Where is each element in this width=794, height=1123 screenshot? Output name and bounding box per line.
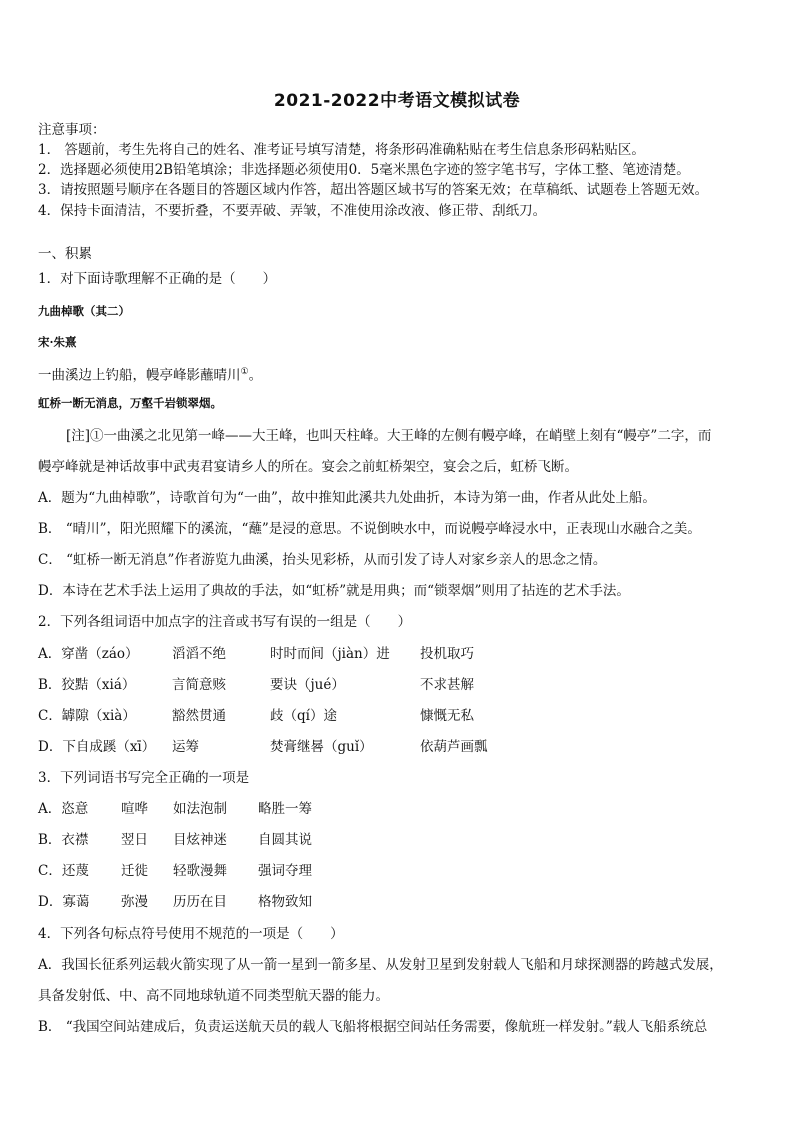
q2-d-1: D．下自成蹊（xī） xyxy=(38,739,156,755)
q2-row-a xyxy=(38,645,756,663)
q3-a-4: 略胜一筹 xyxy=(258,801,312,817)
q3-c-1: C．还蔑 xyxy=(38,863,89,879)
q3-b-2: 翌日 xyxy=(121,832,148,848)
q3-b-4: 自圆其说 xyxy=(258,832,312,848)
poem-title: 九曲棹歌（其二） xyxy=(38,304,130,318)
q2-a-1: A．穿凿（záo） xyxy=(38,646,139,662)
notice-item-2: 2．选择题必须使用2B铅笔填涂；非选择题必须使用0．5毫米黑色字迹的签字笔书写，字体工整、笔迹清楚。 xyxy=(38,162,690,178)
q3-d-1: D．寡蔼 xyxy=(38,894,90,910)
q2-b-3: 要诀（jué） xyxy=(270,677,345,693)
q1-option-c: C． “虹桥一断无消息”作者游览九曲溪，抬头见彩桥，从而引发了诗人对家乡亲人的思念之情。 xyxy=(38,552,607,568)
poem-note-line-1: [注]①一曲溪之北见第一峰——大王峰，也叫天柱峰。大王峰的左侧有幔亭峰，在峭壁上刻有“幔亭”二字，而 xyxy=(66,428,712,444)
q2-d-4: 依葫芦画瓢 xyxy=(420,739,488,755)
notice-item-1: 1． 答题前，考生先将自己的姓名、准考证号填写清楚，将条形码准确粘贴在考生信息条形码粘贴区。 xyxy=(38,142,645,158)
q3-d-3: 历历在目 xyxy=(173,894,227,910)
q2-a-2: 滔滔不绝 xyxy=(172,646,226,662)
footnote-mark: ① xyxy=(240,367,249,377)
q3-b-1: B．衣襟 xyxy=(38,832,89,848)
q3-c-2: 迁徙 xyxy=(121,863,148,879)
q3-row-b xyxy=(38,831,756,849)
q3-d-2: 弥漫 xyxy=(121,894,148,910)
q2-row-b xyxy=(38,676,756,694)
q1-option-b: B． “晴川”，阳光照耀下的溪流，“蘸”是浸的意思。不说倒映水中，而说幔亭峰浸水中，正表现山水融合之美。 xyxy=(38,521,701,537)
q2-c-3: 歧（qí）途 xyxy=(270,708,337,724)
q1-stem: 1．对下面诗歌理解不正确的是（ ） xyxy=(38,271,277,287)
q3-a-3: 如法泡制 xyxy=(173,801,227,817)
q1-option-d: D．本诗在艺术手法上运用了典故的手法，如“虹桥”就是用典；而“锁翠烟”则用了拈连的艺术手法。 xyxy=(38,583,630,599)
q3-b-3: 目炫神迷 xyxy=(173,832,227,848)
poem-author: 宋·朱熹 xyxy=(38,335,77,349)
q2-d-3: 焚膏继晷（guǐ） xyxy=(270,739,373,755)
q4-option-a-line-1: A．我国长征系列运载火箭实现了从一箭一星到一箭多星、从发射卫星到发射载人飞船和月球探测器的跨越式发展， xyxy=(38,957,723,973)
q3-d-4: 格物致知 xyxy=(258,894,312,910)
q2-b-2: 言简意赅 xyxy=(172,677,226,693)
q2-row-c xyxy=(38,707,756,725)
notice-heading: 注意事项： xyxy=(38,122,106,138)
exam-title: 2021-2022中考语文模拟试卷 xyxy=(273,91,521,111)
section-heading: 一、积累 xyxy=(38,246,92,262)
notice-item-4: 4．保持卡面清洁，不要折叠，不要弄破、弄皱，不准使用涂改液、修正带、刮纸刀。 xyxy=(38,203,547,219)
q1-option-a: A．题为“九曲棹歌”，诗歌首句为“一曲”，故中推知此溪共九处曲折，本诗为第一曲，作者从此处上船。 xyxy=(38,490,656,506)
q3-a-2: 喧哗 xyxy=(121,801,148,817)
q4-option-a-line-2: 具备发射低、中、高不同地球轨道不同类型航天器的能力。 xyxy=(38,988,389,1004)
poem-line-1 xyxy=(38,363,262,385)
q4-option-b-line-1: B． “我国空间站建成后，负责运送航天员的载人飞船将根据空间站任务需要，像航班一样发射。”载人飞船系统总 xyxy=(38,1019,708,1035)
q2-stem: 2．下列各组词语中加点字的注音或书写有误的一组是（ ） xyxy=(38,614,412,630)
q2-c-4: 慷慨无私 xyxy=(420,708,474,724)
q3-row-c xyxy=(38,862,756,880)
q3-stem: 3．下列词语书写完全正确的一项是 xyxy=(38,770,250,786)
q4-stem: 4．下列各句标点符号使用不规范的一项是（ ） xyxy=(38,926,344,942)
q2-b-1: B．狡黠（xiá） xyxy=(38,677,136,693)
q2-c-2: 豁然贯通 xyxy=(172,708,226,724)
poem-line-1-end: 。 xyxy=(248,367,263,384)
q3-row-d xyxy=(38,893,756,911)
q2-a-3: 时时而间（jiàn）进 xyxy=(270,646,390,662)
q2-d-2: 运筹 xyxy=(172,739,199,755)
poem-note-line-2: 幔亭峰就是神话故事中武夷君宴请乡人的所在。宴会之前虹桥架空，宴会之后，虹桥飞断。 xyxy=(38,459,578,475)
poem-line-2: 虹桥一断无消息，万壑千岩锁翠烟。 xyxy=(38,396,222,410)
notice-item-3: 3．请按照题号顺序在各题目的答题区域内作答，超出答题区域书写的答案无效；在草稿纸、试题卷上答题无效。 xyxy=(38,182,709,198)
q3-a-1: A．恣意 xyxy=(38,801,89,817)
q2-row-d xyxy=(38,738,756,756)
q3-c-4: 强词夺理 xyxy=(258,863,312,879)
q2-a-4: 投机取巧 xyxy=(420,646,474,662)
q2-c-1: C．罅隙（xià） xyxy=(38,708,136,724)
q2-b-4: 不求甚解 xyxy=(420,677,474,693)
q3-row-a xyxy=(38,800,756,818)
poem-line-1-text: 一曲溪边上钓船，幔亭峰影蘸晴川 xyxy=(38,367,241,384)
q3-c-3: 轻歌漫舞 xyxy=(173,863,227,879)
